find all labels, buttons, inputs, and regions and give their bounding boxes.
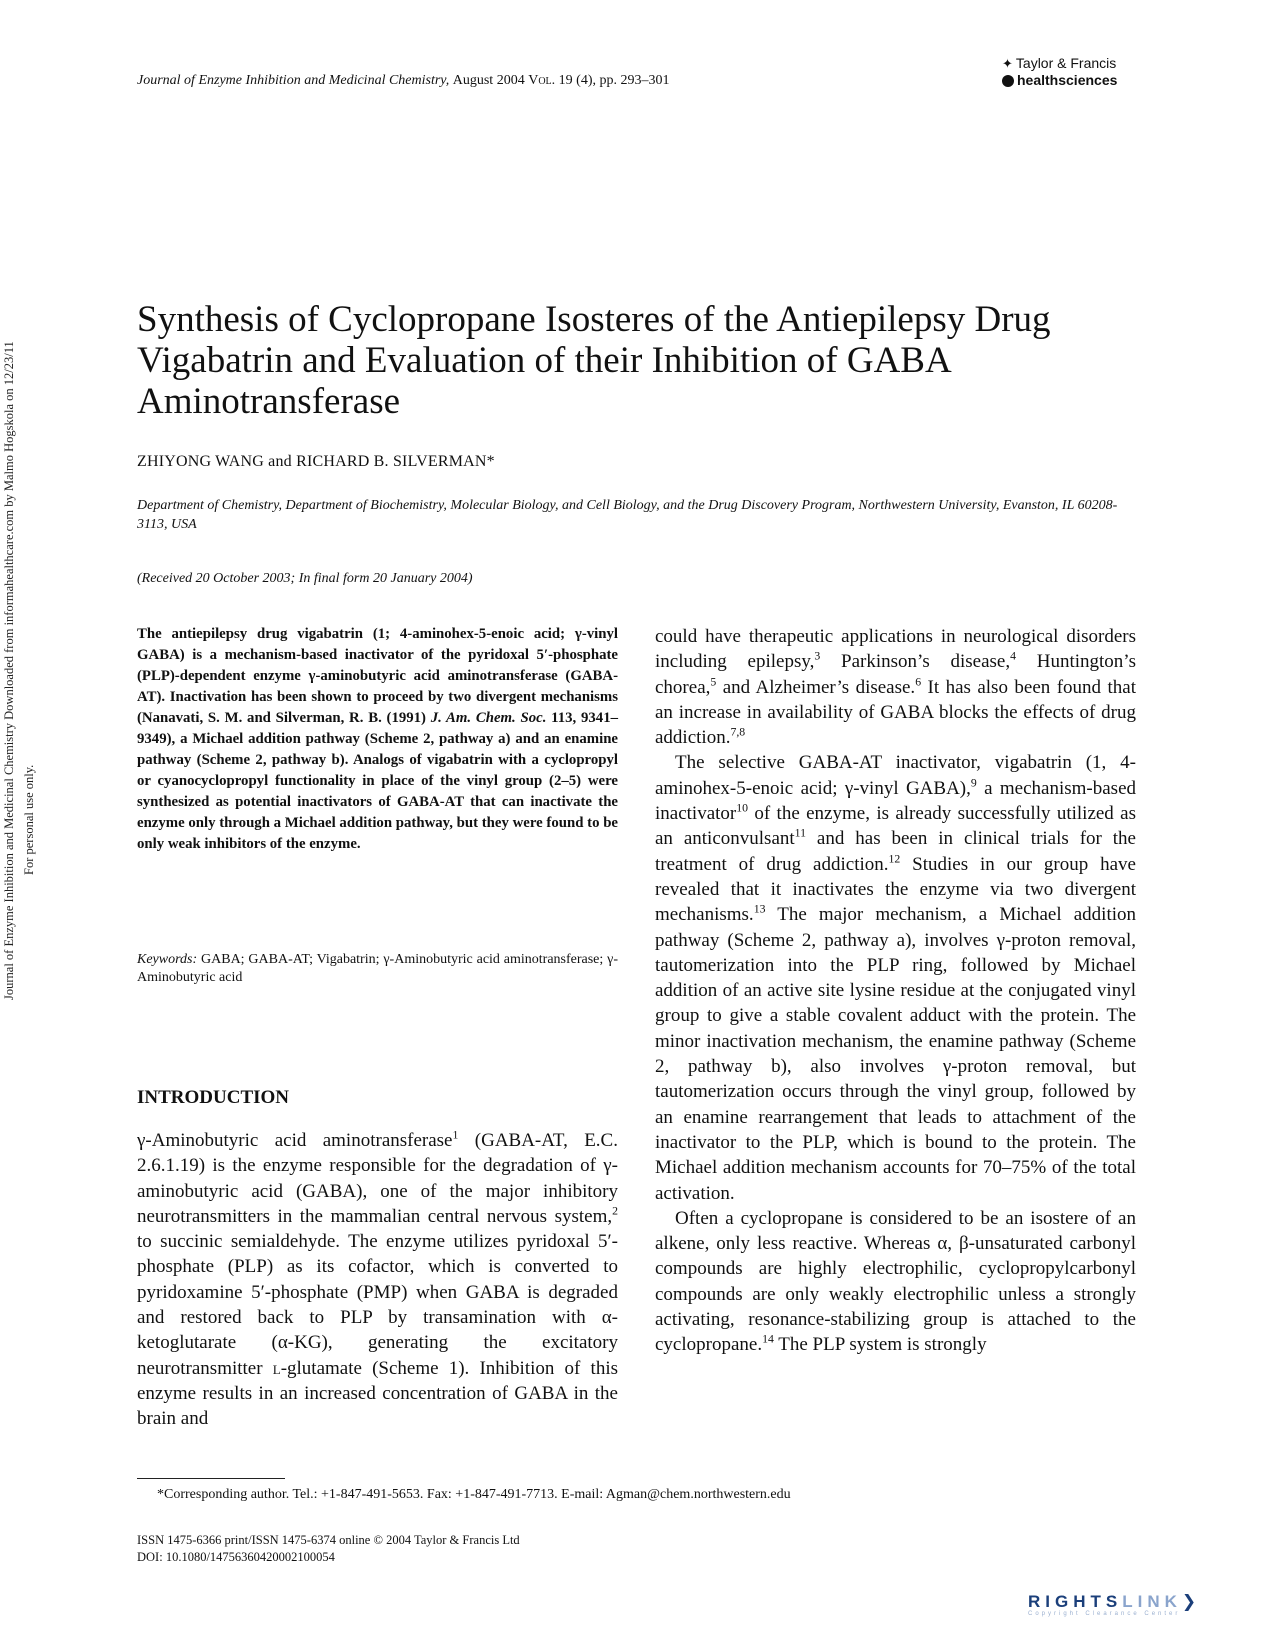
text-run: It has also been found that an increase in availability of GABA blocks the effects of drug addiction.: [655, 676, 1136, 749]
issn-block: [137, 1532, 520, 1566]
rightslink-tagline: Copyright Clearance Center: [1028, 1611, 1181, 1617]
citation-ref: 13: [753, 902, 766, 916]
keywords-label: Keywords:: [137, 952, 198, 967]
publisher-name: Taylor & Francis: [1015, 55, 1117, 71]
journal-name: Journal of Enzyme Inhibition and Medicinal Chemistry,: [137, 73, 450, 88]
text-run: Often a cyclopropane is considered to be an isostere of an alkene, only less reactive. Whereas α, β-unsaturated carbonyl compounds are highly electrophilic, cyclopropylcarbonyl compounds are only weakly electrophilic unless a strongly activating, resonance-stabilizing group is attached to the cyclopropane.: [655, 1207, 1136, 1356]
citation-ref: 9: [970, 776, 977, 790]
text-run: The PLP system is strongly: [773, 1334, 987, 1356]
abstract: [137, 624, 618, 855]
citation-ref: 6: [915, 675, 922, 689]
text-run: γ-Aminobutyric acid aminotransferase: [137, 1130, 453, 1151]
abstract-text-2: 113, 9341–9349), a Michael addition pathway (Scheme 2, pathway a) and an enamine pathway (Scheme 2, pathway b). Analogs of vigabatrin with a cyclopropyl or cyanocyclopropyl functionality in place of the vinyl group (2–5) were synthesized as potential inactivators of GABA-AT that can inactivate the enzyme only through a Michael addition pathway, but they were found to be only weak inhibitors of the enzyme.: [137, 710, 618, 852]
text-run: Huntington’s chorea,: [655, 651, 1136, 698]
paragraph: [655, 624, 1136, 750]
abstract-text-1: The antiepilepsy drug vigabatrin (1; 4-aminohex-5-enoic acid; γ-vinyl GABA) is a mechanism-based inactivator of the pyridoxal 5′-phosphate (PLP)-dependent enzyme γ-aminobutyric acid aminotransferase (GABA-AT). Inactivation has been shown to proceed by two divergent mechanisms (Nanavati, S. M. and Silverman, R. B. (1991): [137, 626, 618, 726]
doi-line: DOI: 10.1080/14756360420002100054: [137, 1550, 335, 1564]
text-run: and Alzheimer’s disease.: [716, 676, 916, 698]
affiliation: Department of Chemistry, Department of Biochemistry, Molecular Biology, and Cell Biology, and the Drug Discovery Program, Northwestern University, Evanston, IL 60208-3113, USA: [137, 498, 1118, 532]
corresponding-author-footnote: *Corresponding author. Tel.: +1-847-491-5653. Fax: +1-847-491-7713. E-mail: Agman@chem.northwestern.edu: [157, 1487, 791, 1502]
citation-ref: 3: [814, 649, 821, 663]
text-run: a mechanism-based inactivator: [655, 777, 1136, 825]
keywords-text: GABA; GABA-AT; Vigabatrin; γ-Aminobutyric acid aminotransferase; γ-Aminobutyric acid: [137, 952, 618, 985]
rightslink-chevron-icon: ❯: [1181, 1592, 1197, 1611]
citation-ref: 12: [888, 852, 901, 866]
text-run: Studies in our group have revealed that it inactivates the enzyme via two divergent mechanisms.: [655, 853, 1136, 926]
text-run: could have therapeutic applications in neurological disorders including epilepsy,: [655, 626, 1136, 673]
citation-ref: 14: [762, 1332, 774, 1346]
issn-line: ISSN 1475-6366 print/ISSN 1475-6374 online © 2004 Taylor & Francis Ltd: [137, 1533, 520, 1547]
journal-citation: [137, 73, 669, 89]
paragraph: [655, 1206, 1136, 1358]
citation-ref: 5: [710, 675, 717, 689]
text-run: The selective GABA-AT inactivator, vigabatrin (1, 4-aminohex-5-enoic acid; γ-vinyl GABA),: [655, 752, 1136, 799]
citation-ref: 7,8: [730, 725, 746, 739]
received-dates: (Received 20 October 2003; In final form 20 January 2004): [137, 571, 473, 586]
text-run: -glutamate (Scheme 1). Inhibition of this enzyme results in an increased concentration of GABA in the brain and: [137, 1357, 618, 1430]
publisher-mark-icon: ✦: [1002, 56, 1013, 71]
citation-ref: 2: [612, 1204, 618, 1218]
footnote-divider: [137, 1478, 285, 1479]
volume-pages: 19 (4), pp. 293–301: [558, 73, 670, 88]
publisher-imprint: healthsciences: [1017, 72, 1118, 88]
text-run: and has been in clinical trials for the treatment of drug addiction.: [655, 828, 1136, 875]
introduction-right-column: [655, 624, 1136, 1358]
text-run: of the enzyme, is already successfully utilized as an anticonvulsant: [655, 803, 1136, 850]
text-run: to succinic semialdehyde. The enzyme utilizes pyridoxal 5′-phosphate (PLP) as its cofactor, which is converted to pyridoxamine 5′-phosphate (PMP) when GABA is degraded and restored back to PLP by transamination with α-ketoglutarate (α-KG), generating the excitatory neurotransmitter: [137, 1231, 618, 1379]
abstract-journal-ref: J. Am. Chem. Soc.: [430, 710, 547, 726]
section-heading-introduction: INTRODUCTION: [137, 1087, 290, 1108]
download-note-line1: Journal of Enzyme Inhibition and Medicinal Chemistry Downloaded from informahealthcare.com by Malmo Hogskola on 12/23/11: [2, 341, 16, 1000]
citation-ref: 11: [794, 827, 806, 841]
publisher-logo: [1002, 55, 1117, 89]
issue-date: August 2004: [452, 73, 525, 88]
volume-label: Vol.: [528, 73, 556, 88]
citation-ref: 4: [1010, 649, 1016, 663]
keywords: [137, 951, 618, 987]
citation-ref: 10: [736, 801, 749, 815]
citation-ref: 1: [452, 1128, 459, 1142]
rightslink-brand-dark: RIGHTS: [1028, 1592, 1123, 1611]
paragraph: [137, 1128, 618, 1432]
text-run: (GABA-AT, E.C. 2.6.1.19) is the enzyme responsible for the degradation of γ-aminobutyric acid (GABA), one of the major inhibitory neurotransmitters in the mammalian central nervous system,: [137, 1130, 618, 1227]
download-note-line2: For personal use only.: [22, 764, 36, 875]
article-title: Synthesis of Cyclopropane Isosteres of the Antiepilepsy Drug Vigabatrin and Evaluation of their Inhibition of GABA Aminotransferase: [137, 299, 1051, 422]
rightslink-logo: [1028, 1592, 1196, 1612]
introduction-left-column: [137, 1128, 618, 1432]
paragraph: [655, 750, 1136, 1205]
rightslink-brand-light: LINK: [1122, 1592, 1182, 1611]
small-caps-letter: l: [272, 1357, 281, 1379]
rightslink-badge[interactable]: [1028, 1592, 1196, 1617]
publisher-dot-icon: [1002, 75, 1014, 87]
authors: ZHIYONG WANG and RICHARD B. SILVERMAN*: [137, 453, 495, 470]
text-run: Parkinson’s disease,: [820, 651, 1011, 673]
text-run: The major mechanism, a Michael addition pathway (Scheme 2, pathway a), involves γ-proton removal, tautomerization into the PLP ring, followed by Michael addition of an active site lysine residue at the conjugated vinyl group to give a stable covalent adduct with the protein. The minor inactivation mechanism, the enamine pathway (Scheme 2, pathway b), also involves γ-proton removal, but tautomerization occurs through the vinyl group, followed by an enamine rearrangement that leads to attachment of the inactivator to the PLP, which is bound to the protein. The Michael addition mechanism accounts for 70–75% of the total activation.: [655, 904, 1136, 1204]
